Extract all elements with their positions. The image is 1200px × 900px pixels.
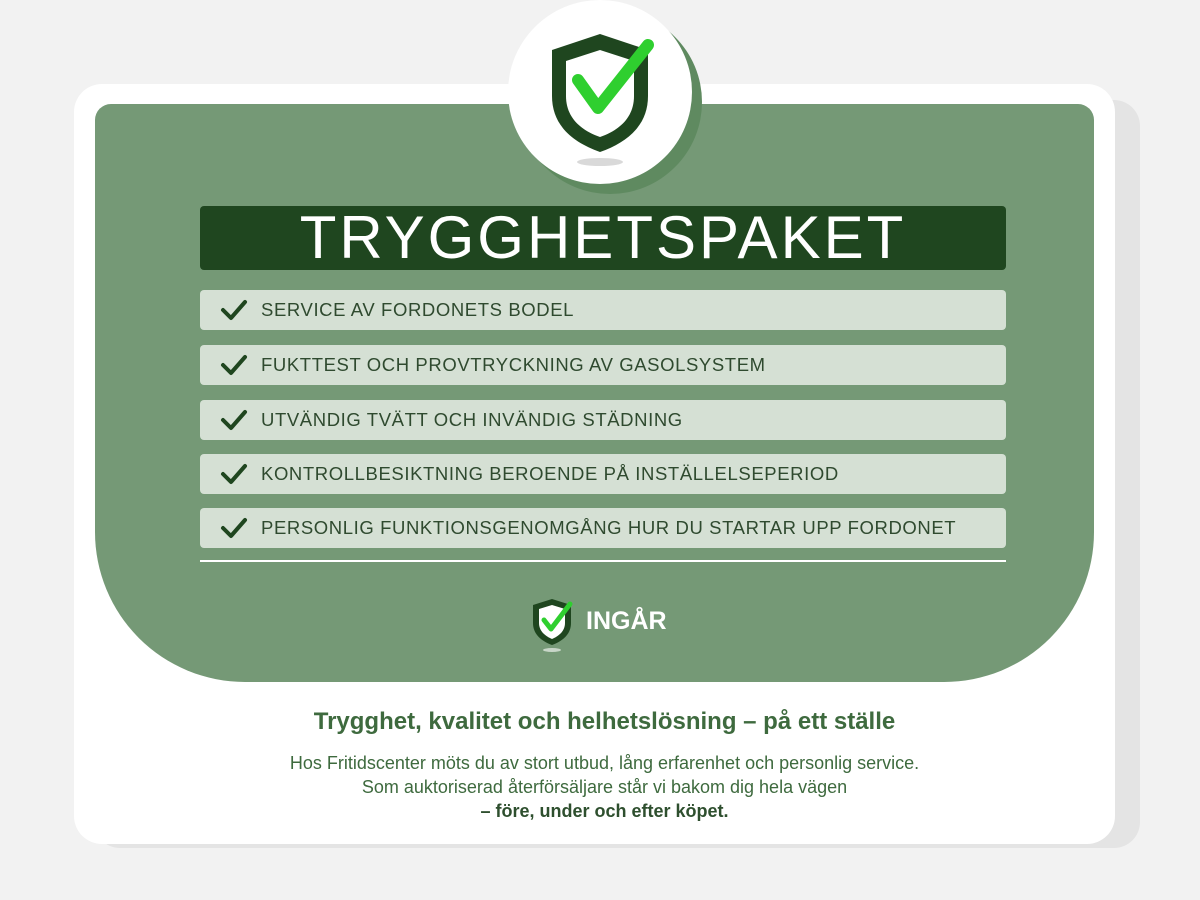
description-line: Hos Fritidscenter möts du av stort utbud, lång erfarenhet och personlig service.	[289, 753, 920, 773]
description-line: Som auktoriserad återförsäljare står vi bakom dig hela vägen	[361, 777, 848, 797]
checkmark-icon	[220, 409, 248, 431]
list-item-label: KONTROLLBESIKTNING BEROENDE PÅ INSTÄLLELSEPERIOD	[261, 463, 839, 484]
list-item	[200, 454, 1006, 494]
list-item-label: FUKTTEST OCH PROVTRYCKNING AV GASOLSYSTEM	[261, 354, 766, 375]
list-item-label: PERSONLIG FUNKTIONSGENOMGÅNG HUR DU STARTAR UPP FORDONET	[261, 517, 957, 538]
included-label: INGÅR	[586, 607, 667, 635]
checkmark-icon	[220, 463, 248, 485]
headline: Trygghet, kvalitet och helhetslösning – på ett ställe	[313, 708, 896, 735]
shield-badge	[508, 0, 692, 184]
list-item	[200, 400, 1006, 440]
shield-check-icon	[508, 0, 692, 184]
list-item-label: UTVÄNDIG TVÄTT OCH INVÄNDIG STÄDNING	[261, 409, 683, 430]
list-item-label: SERVICE AV FORDONETS BODEL	[261, 299, 575, 320]
package-title: TRYGGHETSPAKET	[200, 206, 1006, 270]
list-item	[200, 345, 1006, 385]
divider	[200, 560, 1006, 562]
checkmark-icon	[220, 517, 248, 539]
checkmark-icon	[220, 299, 248, 321]
description-emphasis: – före, under och efter köpet.	[480, 801, 729, 821]
list-item	[200, 508, 1006, 548]
checkmark-icon	[220, 354, 248, 376]
shield-check-icon	[530, 597, 578, 653]
package-panel	[95, 104, 1094, 682]
list-item	[200, 290, 1006, 330]
